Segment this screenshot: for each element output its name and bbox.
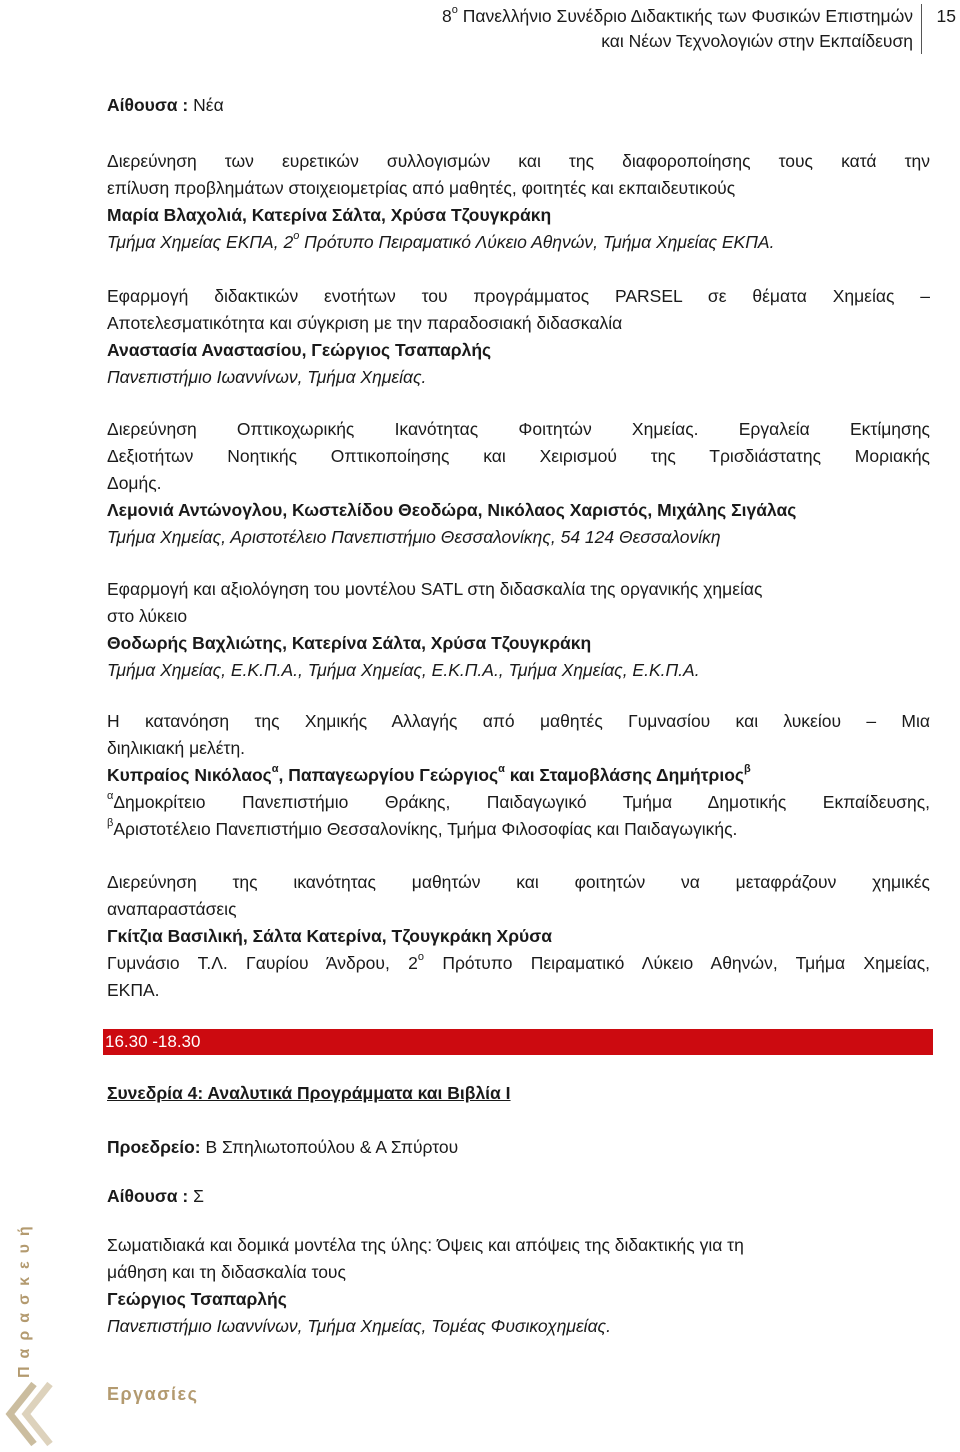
affil-text: Τμήμα Χημείας ΕΚΠΑ, 2 xyxy=(107,232,294,252)
board-label: Προεδρείο: xyxy=(107,1137,201,1157)
paper-entry xyxy=(107,1232,930,1340)
room-value: Σ xyxy=(188,1186,204,1206)
author-mark: α xyxy=(498,763,505,776)
paper-title-line: διηλικιακή μελέτη. xyxy=(107,738,246,758)
author-mark: β xyxy=(743,763,751,776)
board-value: Β Σπηλιωτοπούλου & Α Σπύρτου xyxy=(200,1137,459,1157)
paper-entry xyxy=(107,708,930,843)
affil-text: Γυμνάσιο Τ.Λ. Γαυρίου Άνδρου, 2 xyxy=(107,953,418,973)
header-line1-text: Πανελλήνιο Συνέδριο Διδακτικής των Φυσικών Επιστημών xyxy=(457,6,913,26)
session-room xyxy=(107,1183,930,1210)
paper-title-line: Δεξιοτήτων Νοητικής Οπτικοποίησης και Χειρισμού της Τρισδιάστατης Μοριακής xyxy=(107,446,930,466)
room-label-value: Νέα xyxy=(188,95,224,115)
author-name: Κυπραίος Νικόλαος xyxy=(107,765,272,785)
affil-mark: α xyxy=(107,790,114,803)
paper-affiliation: ΕΚΠΑ. xyxy=(107,980,160,1000)
affil-ordinal: ο xyxy=(293,230,300,243)
header-ordinal: ο xyxy=(451,4,458,17)
paper-title-line: μάθηση και τη διδασκαλία τους xyxy=(107,1262,346,1282)
room-label xyxy=(107,92,930,119)
conference-title xyxy=(442,4,922,54)
paper-affiliation: Πανεπιστήμιο Ιωαννίνων, Τμήμα Χημείας, Τομέας Φυσικοχημείας. xyxy=(107,1316,611,1336)
paper-title-line: Εφαρμογή διδακτικών ενοτήτων του προγράμματος PARSEL σε θέματα Χημείας – xyxy=(107,286,930,306)
footer-section-label: Εργασίες xyxy=(107,1384,199,1404)
paper-entry xyxy=(107,576,930,684)
paper-title-line: Αποτελεσματικότητα και σύγκριση με την παραδοσιακή διδασκαλία xyxy=(107,313,623,333)
room-label-key: Αίθουσα : xyxy=(107,95,189,115)
paper-entry xyxy=(107,416,930,551)
author-name: , Παπαγεωργίου Γεώργιος xyxy=(278,765,499,785)
paper-authors: Μαρία Βλαχολιά, Κατερίνα Σάλτα, Χρύσα Τζουγκράκη xyxy=(107,205,552,225)
chevron-decoration-icon xyxy=(4,1380,54,1448)
paper-title-line: στο λύκειο xyxy=(107,606,188,626)
paper-entry xyxy=(107,148,930,256)
paper-title-line: Σωματιδιακά και δομικά μοντέλα της ύλης: Όψεις και απόψεις της διδακτικής για τη xyxy=(107,1235,744,1255)
paper-title-line: αναπαραστάσεις xyxy=(107,899,237,919)
paper-authors xyxy=(107,762,930,789)
paper-title-line: Δομής. xyxy=(107,473,162,493)
paper-affiliation: Τμήμα Χημείας, Αριστοτέλειο Πανεπιστήμιο Θεσσαλονίκης, 54 124 Θεσσαλονίκη xyxy=(107,527,721,547)
affil-mark: β xyxy=(107,817,114,830)
paper-affiliation xyxy=(107,229,930,256)
day-sidebar-label: Παρασκευή xyxy=(16,1218,33,1378)
affil-text: Πρότυπο Πειραματικό Λύκειο Αθηνών, Τμήμα Χημείας, xyxy=(424,953,931,973)
paper-title-line: Η κατανόηση της Χημικής Αλλαγής από μαθητές Γυμνασίου και λυκείου – Μια xyxy=(107,711,930,731)
header-line2: και Νέων Τεχνολογιών στην Εκπαίδευση xyxy=(601,31,913,51)
paper-authors: Θοδωρής Βαχλιώτης, Κατερίνα Σάλτα, Χρύσα Τζουγκράκη xyxy=(107,633,592,653)
paper-entry xyxy=(107,283,930,391)
paper-title-line: Διερεύνηση Οπτικοχωρικής Ικανότητας Φοιτητών Χημείας. Εργαλεία Εκτίμησης xyxy=(107,419,930,439)
paper-authors: Λεμονιά Αντώνογλου, Κωστελίδου Θεοδώρα, Νικόλαος Χαριστός, Μιχάλης Σιγάλας xyxy=(107,500,797,520)
paper-affiliation: Πανεπιστήμιο Ιωαννίνων, Τμήμα Χημείας. xyxy=(107,367,427,387)
author-name: και Σταμοβλάσης Δημήτριος xyxy=(504,765,744,785)
room-key: Αίθουσα : xyxy=(107,1186,189,1206)
session-board xyxy=(107,1134,930,1161)
paper-title-line: Εφαρμογή και αξιολόγηση του μοντέλου SATL στη διδασκαλία της οργανικής χημείας xyxy=(107,579,763,599)
affil-text: Δημοκρίτειο Πανεπιστήμιο Θράκης, Παιδαγωγικό Τμήμα Δημοτικής Εκπαίδευσης, xyxy=(113,792,930,812)
paper-entry xyxy=(107,869,930,1004)
paper-authors: Γκίτζια Βασιλική, Σάλτα Κατερίνα, Τζουγκράκη Χρύσα xyxy=(107,926,552,946)
paper-affiliation xyxy=(107,816,930,843)
paper-title-line: επίλυση προβλημάτων στοιχειομετρίας από μαθητές, φοιτητές και εκπαιδευτικούς xyxy=(107,178,736,198)
paper-title-line: Διερεύνηση των ευρετικών συλλογισμών και της διαφοροποίησης τους κατά την xyxy=(107,151,930,171)
paper-title-line: Διερεύνηση της ικανότητας μαθητών και φοιτητών να μεταφράζουν χημικές xyxy=(107,872,930,892)
paper-authors: Γεώργιος Τσαπαρλής xyxy=(107,1289,287,1309)
page-header xyxy=(0,4,960,54)
affil-text: Πρότυπο Πειραματικό Λύκειο Αθηνών, Τμήμα Χημείας ΕΚΠΑ. xyxy=(299,232,775,252)
paper-affiliation xyxy=(107,789,930,816)
affil-text: Αριστοτέλειο Πανεπιστήμιο Θεσσαλονίκης, Τμήμα Φιλοσοφίας και Παιδαγωγικής. xyxy=(113,819,738,839)
paper-affiliation xyxy=(107,950,930,977)
session-title-text: Συνεδρία 4: Αναλυτικά Προγράμματα και Βιβλία Ι xyxy=(107,1083,511,1103)
session-title xyxy=(107,1080,930,1107)
author-mark: α xyxy=(271,763,279,776)
paper-authors: Αναστασία Αναστασίου, Γεώργιος Τσαπαρλής xyxy=(107,340,492,360)
time-slot-bar: 16.30 -18.30 xyxy=(103,1029,933,1055)
paper-affiliation: Τμήμα Χημείας, Ε.Κ.Π.Α., Τμήμα Χημείας, Ε.Κ.Π.Α., Τμήμα Χημείας, Ε.Κ.Π.Α. xyxy=(107,660,700,680)
page-number: 15 xyxy=(936,6,956,26)
header-line1-number: 8 xyxy=(442,6,452,26)
affil-ordinal: ο xyxy=(417,951,425,964)
